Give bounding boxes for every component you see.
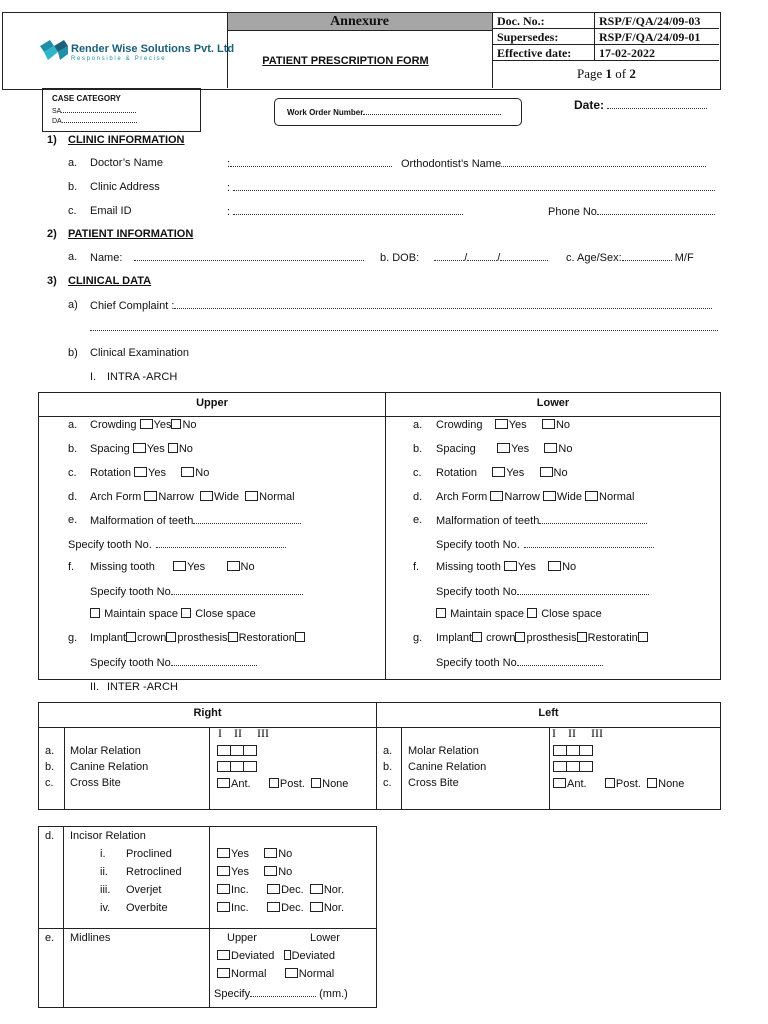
- post-label: Post.: [615, 778, 641, 790]
- midline-specify-field[interactable]: [250, 987, 316, 997]
- label-3a: a): [68, 299, 78, 311]
- molar-label: Molar Relation: [408, 745, 479, 757]
- case-category-title: CASE CATEGORY: [52, 94, 121, 103]
- lower-space-row: [436, 608, 602, 622]
- l-label-g: g.: [413, 632, 423, 644]
- lower-prosthesis-checkbox[interactable]: [577, 632, 587, 642]
- effective-label: Effective date:: [497, 46, 572, 60]
- lower-narrow-checkbox[interactable]: [490, 491, 503, 501]
- u-label-f: f.: [68, 561, 75, 573]
- specify-tooth-label: Specify tooth No: [436, 657, 517, 669]
- upper-missing-no-checkbox[interactable]: [227, 561, 240, 571]
- rotation-label: Rotation: [90, 467, 131, 479]
- upper-missing-row: [90, 561, 255, 575]
- arch-form-label: Arch Form: [436, 491, 488, 503]
- overbite-nor-checkbox[interactable]: [310, 902, 323, 912]
- lower-missing-tooth-field[interactable]: [517, 585, 649, 595]
- label-i: i.: [100, 848, 106, 860]
- spacing-label: Spacing: [90, 443, 130, 455]
- upper-restoration-checkbox[interactable]: [295, 632, 305, 642]
- lower-missing-row: [436, 561, 576, 575]
- class-iii: III: [257, 726, 269, 740]
- restoration-label: Restoration: [238, 632, 295, 644]
- midline-lower-deviated-checkbox[interactable]: [284, 950, 291, 960]
- midline-upper-normal-checkbox[interactable]: [217, 968, 230, 978]
- midlines-label: Midlines: [70, 932, 111, 944]
- upper-maintain-space-checkbox[interactable]: [90, 608, 100, 618]
- wide-label: Wide: [213, 491, 240, 503]
- case-sa-label: SA: [52, 108, 62, 115]
- upper-missing-tooth-field[interactable]: [171, 585, 303, 595]
- doctor-name-field[interactable]: [230, 157, 392, 167]
- no-label: No: [178, 443, 193, 455]
- incisor-relation-label: Incisor Relation: [70, 830, 146, 842]
- doc-no-value: RSP/F/QA/24/09-03: [599, 14, 701, 28]
- lower-specify-tooth-field[interactable]: [524, 538, 654, 548]
- retroclined-row: [217, 866, 292, 880]
- crown-label: crown: [486, 632, 516, 644]
- right-class-headers: [218, 726, 269, 740]
- right-crossbite-row: [217, 778, 348, 792]
- restoration-label: Restoratin: [587, 632, 638, 644]
- doc-no-label: Doc. No.:: [497, 14, 545, 28]
- overjet-inc-checkbox[interactable]: [217, 884, 230, 894]
- company-tagline: R e s p o n s i b l e & P r e c i s e: [71, 56, 165, 62]
- cross-bite-label: Cross Bite: [70, 777, 121, 789]
- specify-tooth-label: Specify tooth No: [90, 586, 171, 598]
- right-post-checkbox[interactable]: [269, 778, 279, 788]
- upper-close-space-checkbox[interactable]: [181, 608, 191, 618]
- normal-label: Normal: [259, 491, 295, 503]
- page-indicator: Page 1 of 2: [577, 66, 636, 81]
- label-d: d.: [45, 830, 55, 842]
- lower-crowding-no-checkbox[interactable]: [542, 419, 555, 429]
- work-order-field[interactable]: [363, 107, 501, 115]
- upper-archform-row: [90, 491, 295, 505]
- upper-spacing-row: [90, 443, 193, 457]
- u-label-a: a.: [68, 419, 78, 431]
- lower-missing-no-checkbox[interactable]: [548, 561, 561, 571]
- midline-upper-deviated-checkbox[interactable]: [217, 950, 230, 960]
- l-label-f: f.: [413, 561, 420, 573]
- class-i: I: [552, 726, 556, 740]
- email-field[interactable]: [233, 205, 463, 215]
- case-da-label: DA: [52, 118, 62, 125]
- yes-label: Yes: [517, 561, 536, 573]
- yes-label: Yes: [148, 467, 166, 479]
- clinic-address-field[interactable]: [233, 181, 715, 191]
- upper-rotation-no-checkbox[interactable]: [181, 467, 194, 477]
- dob-day-field[interactable]: [434, 251, 464, 261]
- midline-specify-row: [214, 987, 348, 1001]
- date-row: [574, 98, 707, 112]
- yes-label: Yes: [187, 561, 206, 573]
- lower-archform-row: [436, 491, 635, 505]
- sec1-title: CLINIC INFORMATION: [68, 134, 185, 146]
- yes-label: Yes: [231, 866, 249, 878]
- specify-tooth-label: Specify tooth No.: [68, 539, 152, 551]
- orthodontist-field[interactable]: [501, 157, 706, 167]
- no-label: No: [278, 848, 293, 860]
- left-ant-checkbox[interactable]: [553, 778, 566, 788]
- company-name: Render Wise Solutions Pvt. Ltd: [71, 43, 235, 55]
- yes-label: Yes: [506, 467, 525, 479]
- sec2-title: PATIENT INFORMATION: [68, 228, 194, 240]
- class-ii: II: [568, 726, 576, 740]
- patient-name-field[interactable]: [134, 251, 364, 261]
- lower-wide-checkbox[interactable]: [543, 491, 556, 501]
- date-field[interactable]: [607, 99, 707, 109]
- upper-narrow-checkbox[interactable]: [144, 491, 157, 501]
- proclined-label: Proclined: [126, 848, 172, 860]
- specify-label: Specify: [214, 988, 251, 1000]
- malformation-label: Malformation of teeth: [90, 515, 194, 527]
- normal-label: Normal: [599, 491, 635, 503]
- upper-space-row: [90, 608, 256, 622]
- sec2-number: 2): [47, 228, 57, 240]
- case-category-box: [42, 88, 201, 132]
- upper-crown-checkbox[interactable]: [166, 632, 176, 642]
- u-label-c: c.: [68, 467, 77, 479]
- missing-label: Missing tooth: [436, 561, 501, 573]
- lower-normal-checkbox[interactable]: [585, 491, 598, 501]
- right-header: Right: [193, 707, 222, 719]
- upper-rotation-yes-checkbox[interactable]: [134, 467, 147, 477]
- maintain-space-label: Maintain space: [104, 608, 179, 620]
- lower-maintain-space-checkbox[interactable]: [436, 608, 446, 618]
- lower-malformation-field[interactable]: [539, 514, 647, 524]
- company-logo-icon: [40, 40, 68, 62]
- overbite-row: [217, 902, 344, 916]
- no-label: No: [558, 443, 573, 455]
- no-label: No: [555, 419, 570, 431]
- supersedes-value: RSP/F/QA/24/09-01: [599, 30, 701, 44]
- upper-malformation-field[interactable]: [193, 514, 301, 524]
- lower-spacing-row: [436, 443, 572, 457]
- right-molar-class-boxes[interactable]: [217, 745, 257, 756]
- sex-mf[interactable]: M/F: [674, 252, 694, 264]
- left-class-headers: [552, 726, 603, 740]
- label-c: c.: [68, 205, 77, 217]
- upper-crowding-no-checkbox[interactable]: [171, 419, 181, 429]
- dec-label: Dec.: [281, 902, 304, 914]
- dob-year-field[interactable]: [500, 251, 548, 261]
- lower-rotation-row: [436, 467, 568, 481]
- l-label-a: a.: [413, 419, 423, 431]
- upper-crowding-row: [90, 419, 197, 433]
- inter-arch-label: INTER -ARCH: [107, 681, 178, 693]
- r-label-a: a.: [45, 745, 55, 757]
- deviated-label: Deviated: [231, 950, 275, 962]
- upper-normal-checkbox[interactable]: [245, 491, 258, 501]
- normal-label: Normal: [231, 968, 267, 980]
- missing-label: Missing tooth: [90, 561, 155, 573]
- orthodontist-label: Orthodontist’s Name: [401, 158, 502, 170]
- phone-field[interactable]: [597, 205, 715, 215]
- lower-restoration-checkbox[interactable]: [638, 632, 648, 642]
- crowding-label: Crowding: [436, 419, 483, 431]
- lower-implant-tooth-field[interactable]: [517, 656, 603, 666]
- date-label: Date:: [574, 98, 605, 112]
- post-label: Post.: [279, 778, 305, 790]
- inc-label: Inc.: [231, 902, 249, 914]
- l-label-c: c.: [413, 467, 422, 479]
- canine-label: Canine Relation: [408, 761, 487, 773]
- doctor-name-label: Doctor’s Name: [90, 157, 163, 169]
- retroclined-no-checkbox[interactable]: [264, 866, 277, 876]
- r-label-c: c.: [45, 777, 54, 789]
- midline-lower-label: Lower: [310, 932, 340, 944]
- left-none-checkbox[interactable]: [647, 778, 657, 788]
- ant-label: Ant.: [231, 778, 251, 790]
- u-label-e: e.: [68, 514, 78, 526]
- prosthesis-label: prosthesis: [177, 632, 228, 644]
- none-label: None: [322, 778, 349, 790]
- lower-crown-checkbox[interactable]: [515, 632, 525, 642]
- label-iii: iii.: [100, 884, 111, 896]
- l-label-e: e.: [413, 514, 423, 526]
- maintain-space-label: Maintain space: [450, 608, 525, 620]
- narrow-label: Narrow: [158, 491, 194, 503]
- implant-label: Implant: [436, 632, 473, 644]
- clinical-exam-label: Clinical Examination: [90, 347, 190, 359]
- cross-bite-label: Cross Bite: [408, 777, 459, 789]
- implant-label: Implant: [90, 632, 127, 644]
- lower-implant-checkbox[interactable]: [472, 632, 482, 642]
- upper-wide-checkbox[interactable]: [200, 491, 213, 501]
- left-post-checkbox[interactable]: [605, 778, 615, 788]
- ant-label: Ant.: [567, 778, 587, 790]
- doc-info: [492, 13, 719, 88]
- l-label-b: b.: [413, 443, 423, 455]
- midline-deviated-row: [217, 950, 335, 964]
- l-label-d: d.: [413, 491, 423, 503]
- arch-form-label: Arch Form: [90, 491, 142, 503]
- crown-label: crown: [137, 632, 167, 644]
- lower-rotation-no-checkbox[interactable]: [540, 467, 553, 477]
- l2-label-a: a.: [383, 745, 393, 757]
- patient-name-label: Name:: [90, 252, 123, 264]
- upper-rotation-row: [90, 467, 209, 481]
- lower-crowding-yes-checkbox[interactable]: [495, 419, 508, 429]
- u-label-g: g.: [68, 632, 78, 644]
- no-label: No: [240, 561, 255, 573]
- nor-label: Nor.: [323, 902, 345, 914]
- intra-num: I.: [90, 371, 97, 383]
- phone-label: Phone No: [548, 206, 597, 218]
- inc-label: Inc.: [231, 884, 249, 896]
- right-ant-checkbox[interactable]: [217, 778, 230, 788]
- label-2a: a.: [68, 251, 78, 263]
- upper-prosthesis-checkbox[interactable]: [228, 632, 238, 642]
- no-label: No: [278, 866, 293, 878]
- class-iii: III: [591, 726, 603, 740]
- no-label: No: [553, 467, 568, 479]
- lower-close-space-checkbox[interactable]: [527, 608, 537, 618]
- lower-spacing-yes-checkbox[interactable]: [497, 443, 510, 453]
- label-ii: ii.: [100, 866, 108, 878]
- normal-label: Normal: [298, 968, 335, 980]
- intra-arch-label: INTRA -ARCH: [107, 371, 178, 383]
- yes-label: Yes: [153, 419, 172, 431]
- retroclined-yes-checkbox[interactable]: [217, 866, 230, 876]
- yes-label: Yes: [511, 443, 530, 455]
- clinic-address-label: Clinic Address: [90, 181, 160, 193]
- left-molar-class-boxes[interactable]: [553, 745, 593, 756]
- left-canine-class-boxes[interactable]: [553, 761, 593, 772]
- specify-tooth-label: Specify tooth No: [436, 586, 517, 598]
- sec1-number: 1): [47, 134, 57, 146]
- midline-lower-normal-checkbox[interactable]: [285, 968, 298, 978]
- yes-label: Yes: [146, 443, 165, 455]
- work-order-box: [274, 98, 522, 126]
- yes-label: Yes: [508, 419, 527, 431]
- wide-label: Wide: [556, 491, 582, 503]
- rotation-label: Rotation: [436, 467, 477, 479]
- specify-tooth-label: Specify tooth No: [90, 657, 171, 669]
- age-field[interactable]: [622, 251, 672, 261]
- overjet-row: [217, 884, 344, 898]
- deviated-label: Deviated: [291, 950, 336, 962]
- label-iv: iv.: [100, 902, 111, 914]
- upper-spacing-yes-checkbox[interactable]: [133, 443, 146, 453]
- nor-label: Nor.: [323, 884, 345, 896]
- upper-implant-checkbox[interactable]: [126, 632, 136, 642]
- canine-label: Canine Relation: [70, 761, 149, 773]
- label-3b: b): [68, 347, 78, 359]
- no-label: No: [195, 467, 210, 479]
- lower-spacing-no-checkbox[interactable]: [544, 443, 557, 453]
- r-label-b: b.: [45, 761, 55, 773]
- lower-crowding-row: [436, 419, 570, 433]
- annexure-label: Annexure: [330, 14, 389, 29]
- overbite-label: Overbite: [126, 902, 168, 914]
- upper-specify-tooth-field[interactable]: [156, 538, 286, 548]
- overjet-dec-checkbox[interactable]: [267, 884, 280, 894]
- none-label: None: [658, 778, 685, 790]
- midline-upper-label: Upper: [227, 932, 257, 944]
- chief-complaint-label: Chief Complaint :: [90, 300, 175, 312]
- left-header: Left: [538, 707, 559, 719]
- upper-header: Upper: [196, 397, 228, 409]
- close-space-label: Close space: [195, 608, 256, 620]
- label-b: b.: [68, 181, 78, 193]
- lower-header: Lower: [536, 397, 570, 409]
- label-a: a.: [68, 157, 78, 169]
- malformation-label: Malformation of teeth: [436, 515, 540, 527]
- overbite-inc-checkbox[interactable]: [217, 902, 230, 912]
- form-title: PATIENT PRESCRIPTION FORM: [262, 55, 429, 67]
- age-sex-label: c. Age/Sex:: [566, 252, 622, 264]
- right-none-checkbox[interactable]: [311, 778, 321, 788]
- label-e: e.: [45, 932, 55, 944]
- case-da-field[interactable]: [62, 116, 137, 123]
- dob-label: b. DOB:: [380, 252, 420, 264]
- overjet-label: Overjet: [126, 884, 162, 896]
- upper-implant-tooth-field[interactable]: [171, 656, 257, 666]
- u-label-d: d.: [68, 491, 78, 503]
- prosthesis-label: prosthesis: [526, 632, 577, 644]
- email-label: Email ID: [90, 205, 132, 217]
- proclined-yes-checkbox[interactable]: [217, 848, 230, 858]
- molar-label: Molar Relation: [70, 745, 141, 757]
- left-crossbite-row: [553, 778, 684, 792]
- dec-label: Dec.: [281, 884, 304, 896]
- proclined-no-checkbox[interactable]: [264, 848, 277, 858]
- effective-value: 17-02-2022: [599, 46, 655, 60]
- chief-complaint-field-2[interactable]: [90, 321, 718, 331]
- upper-implant-row: [90, 632, 306, 646]
- crowding-label: Crowding: [90, 419, 137, 431]
- work-order-label: Work Order Number: [287, 108, 364, 117]
- specify-tooth-label: Specify tooth No.: [436, 539, 520, 551]
- doctor-row: [68, 157, 77, 171]
- overjet-nor-checkbox[interactable]: [310, 884, 323, 894]
- midline-normal-row: [217, 968, 334, 982]
- sec3-number: 3): [47, 275, 57, 287]
- spacing-label: Spacing: [436, 443, 476, 455]
- case-sa-field[interactable]: [61, 106, 136, 113]
- no-label: No: [182, 419, 197, 431]
- l2-label-c: c.: [383, 777, 392, 789]
- supersedes-label: Supersedes:: [497, 30, 559, 44]
- chief-complaint-field[interactable]: [174, 299, 712, 309]
- no-label: No: [562, 561, 577, 573]
- close-space-label: Close space: [541, 608, 602, 620]
- inter-num: II.: [90, 681, 100, 693]
- u-label-b: b.: [68, 443, 78, 455]
- upper-crowding-yes-checkbox[interactable]: [140, 419, 153, 429]
- lower-missing-yes-checkbox[interactable]: [504, 561, 517, 571]
- l2-label-b: b.: [383, 761, 393, 773]
- yes-label: Yes: [231, 848, 249, 860]
- lower-implant-row: [436, 632, 649, 646]
- class-i: I: [218, 726, 222, 740]
- narrow-label: Narrow: [504, 491, 540, 503]
- dob-month-field[interactable]: [467, 251, 497, 261]
- upper-missing-yes-checkbox[interactable]: [173, 561, 186, 571]
- lower-rotation-yes-checkbox[interactable]: [492, 467, 505, 477]
- upper-spacing-no-checkbox[interactable]: [168, 443, 178, 453]
- overbite-dec-checkbox[interactable]: [267, 902, 280, 912]
- class-ii: II: [234, 726, 242, 740]
- proclined-row: [217, 848, 292, 862]
- right-canine-class-boxes[interactable]: [217, 761, 257, 772]
- mm-unit-label: (mm.): [319, 988, 348, 1000]
- sec3-title: CLINICAL DATA: [68, 275, 152, 287]
- retroclined-label: Retroclined: [126, 866, 182, 878]
